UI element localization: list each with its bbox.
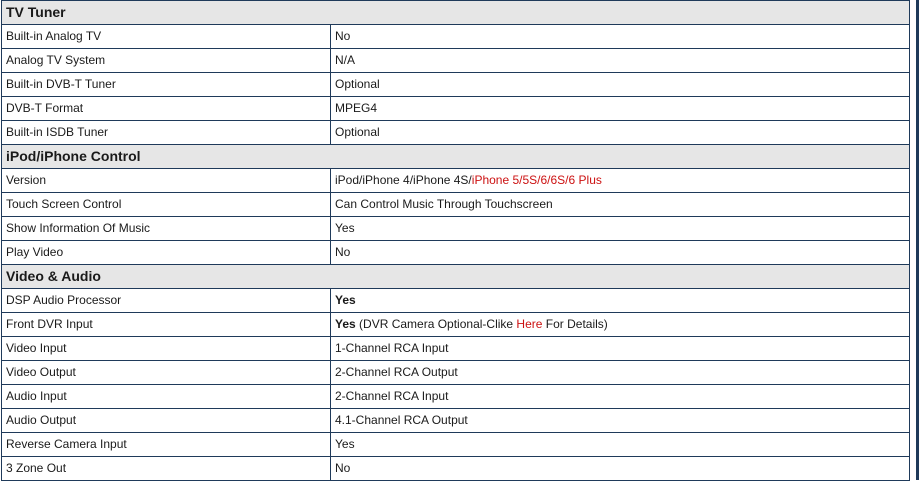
spec-value: 4.1-Channel RCA Output <box>331 409 910 433</box>
spec-label: Audio Output <box>2 409 331 433</box>
section-title: iPod/iPhone Control <box>2 145 910 169</box>
spec-label: DVB-T Format <box>2 97 331 121</box>
spec-value: 2-Channel RCA Output <box>331 361 910 385</box>
spec-value <box>331 169 910 193</box>
spec-value: 2-Channel RCA Input <box>331 385 910 409</box>
spec-label: Reverse Camera Input <box>2 433 331 457</box>
spec-label: Built-in Analog TV <box>2 25 331 49</box>
spec-row <box>2 289 910 313</box>
spec-value-bold: Yes <box>335 317 356 331</box>
spec-value-text: (DVR Camera Optional-Clike <box>355 317 517 331</box>
spec-row <box>2 121 910 145</box>
spec-row <box>2 169 910 193</box>
spec-row <box>2 385 910 409</box>
section-header-tv-tuner <box>2 1 910 25</box>
spec-label: Touch Screen Control <box>2 193 331 217</box>
spec-row <box>2 457 910 481</box>
spec-table <box>1 0 910 481</box>
spec-row <box>2 217 910 241</box>
spec-label: Video Input <box>2 337 331 361</box>
spec-row <box>2 97 910 121</box>
spec-label: Show Information Of Music <box>2 217 331 241</box>
spec-value <box>331 313 910 337</box>
spec-value-text: For Details) <box>542 317 608 331</box>
spec-label: Audio Input <box>2 385 331 409</box>
section-title: TV Tuner <box>2 1 910 25</box>
spec-label: Play Video <box>2 241 331 265</box>
spec-label: Front DVR Input <box>2 313 331 337</box>
spec-row <box>2 241 910 265</box>
spec-label: Built-in DVB-T Tuner <box>2 73 331 97</box>
details-link[interactable]: Here <box>516 317 543 331</box>
spec-label: DSP Audio Processor <box>2 289 331 313</box>
spec-label: 3 Zone Out <box>2 457 331 481</box>
spec-label: Analog TV System <box>2 49 331 73</box>
spec-row <box>2 361 910 385</box>
spec-value: No <box>331 241 910 265</box>
spec-row <box>2 337 910 361</box>
spec-row <box>2 433 910 457</box>
spec-label: Built-in ISDB Tuner <box>2 121 331 145</box>
spec-value: MPEG4 <box>331 97 910 121</box>
spec-value: Yes <box>331 217 910 241</box>
spec-row <box>2 313 910 337</box>
spec-label: Video Output <box>2 361 331 385</box>
spec-row <box>2 49 910 73</box>
section-title: Video & Audio <box>2 265 910 289</box>
spec-value: Yes <box>331 433 910 457</box>
section-header-video-audio <box>2 265 910 289</box>
spec-table-container <box>1 0 919 481</box>
spec-row <box>2 73 910 97</box>
page-border-right <box>916 0 919 480</box>
spec-value: Optional <box>331 73 910 97</box>
spec-row <box>2 193 910 217</box>
spec-value: Optional <box>331 121 910 145</box>
spec-row <box>2 409 910 433</box>
spec-value: Can Control Music Through Touchscreen <box>331 193 910 217</box>
spec-value: No <box>331 25 910 49</box>
section-header-ipod-iphone-control <box>2 145 910 169</box>
spec-row <box>2 25 910 49</box>
spec-value-text: iPod/iPhone 4/iPhone 4S/ <box>335 173 472 187</box>
spec-value: Yes <box>331 289 910 313</box>
spec-value: 1-Channel RCA Input <box>331 337 910 361</box>
spec-value: N/A <box>331 49 910 73</box>
spec-value: No <box>331 457 910 481</box>
spec-label: Version <box>2 169 331 193</box>
spec-value-highlight: iPhone 5/5S/6/6S/6 Plus <box>471 173 602 187</box>
